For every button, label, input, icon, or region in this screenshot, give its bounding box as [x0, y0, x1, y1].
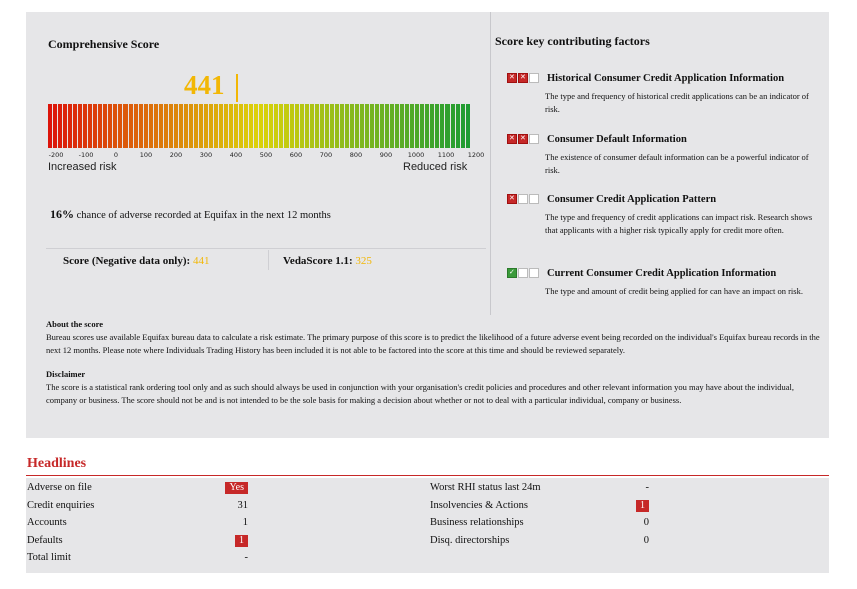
headline-badge: 1 — [636, 500, 649, 512]
factor-description: The type and amount of credit being applied for can have an impact on risk. — [545, 286, 803, 296]
gauge-segment — [139, 104, 143, 148]
gauge-segment — [305, 104, 309, 148]
gauge-segment — [375, 104, 379, 148]
gauge-segment — [405, 104, 409, 148]
gauge-segment — [144, 104, 148, 148]
headlines-panel — [26, 478, 829, 573]
subscore-separator — [268, 250, 269, 270]
empty-box-icon — [518, 194, 528, 204]
gauge-segment — [244, 104, 248, 148]
empty-box-icon — [529, 134, 539, 144]
gauge-segment — [279, 104, 283, 148]
gauge-tick-label: 800 — [349, 151, 363, 159]
gauge-segment — [214, 104, 218, 148]
gauge-tick-label: 100 — [139, 151, 153, 159]
gauge-tick-label: -100 — [78, 151, 94, 159]
headline-label: Insolvencies & Actions — [430, 499, 528, 511]
gauge-segment — [456, 104, 460, 148]
headline-value — [235, 535, 248, 547]
adverse-chance-pct: 16% — [50, 207, 74, 221]
score-title: Comprehensive Score — [48, 37, 160, 51]
gauge-segment — [159, 104, 163, 148]
gauge-segment — [113, 104, 117, 148]
gauge-segment — [430, 104, 434, 148]
headline-label: Defaults — [27, 534, 63, 546]
gauge-tick-label: -200 — [48, 151, 64, 159]
gauge-segment — [360, 104, 364, 148]
cross-icon — [518, 134, 528, 144]
disclaimer-text: The score is a statistical rank ordering tool only and as such should always be used in conjunction with your organisation's credit policies and procedures and other relevant information you may have about the individual, company or business. The score should not be and is not intended to be the sole basis for making a decision about whether or not to deal with a particular individual, company or business. — [46, 382, 795, 405]
factor-title: Consumer Credit Application Pattern — [547, 194, 717, 205]
gauge-segment — [310, 104, 314, 148]
headline-label: Credit enquiries — [27, 499, 95, 511]
factor-title: Historical Consumer Credit Application Information — [547, 73, 785, 84]
about-text: Bureau scores use available Equifax bureau data to calculate a risk estimate. The primary purpose of this score is to predict the likelihood of a future adverse event being recorded on the individual's Equifax bureau records in the next 12 months. Please note where Individuals Trading History has been included it is not able to be factored into the score at this time and should be reviewed separately. — [46, 332, 820, 355]
gauge-segment — [73, 104, 77, 148]
factors-title: Score key contributing factors — [495, 34, 650, 48]
headline-value: 0 — [643, 534, 649, 546]
headline-value: 0 — [643, 517, 649, 528]
headline-value: 31 — [237, 499, 248, 511]
gauge-segment — [78, 104, 82, 148]
headline-label: Disq. directorships — [430, 534, 510, 546]
gauge-segment — [189, 104, 193, 148]
gauge-segment — [179, 104, 183, 148]
negative-score — [63, 255, 209, 267]
gauge-segment — [234, 104, 238, 148]
gauge-segment — [335, 104, 339, 148]
gauge-tick-label: 1100 — [437, 151, 455, 159]
headline-value — [225, 482, 248, 494]
gauge-segment — [320, 104, 324, 148]
empty-box-icon — [518, 268, 528, 278]
gauge-segment — [123, 104, 127, 148]
gauge-segment — [154, 104, 158, 148]
gauge-segment — [451, 104, 455, 148]
gauge-segment — [350, 104, 354, 148]
veda-score — [283, 255, 372, 267]
empty-box-icon — [529, 268, 539, 278]
veda-score-value: 325 — [355, 255, 372, 267]
cross-icon — [507, 194, 517, 204]
gauge-segment — [63, 104, 67, 148]
headline-value: - — [645, 482, 649, 493]
factor-indicator — [507, 268, 540, 278]
gauge-segment — [284, 104, 288, 148]
gauge-tick-label: 1000 — [407, 151, 425, 159]
gauge-segment — [249, 104, 253, 148]
empty-box-icon — [529, 194, 539, 204]
factor-description: The type and frequency of credit applications can impact risk. Research shows that applicants with a higher risk typically apply for credit more often. — [545, 212, 813, 235]
headline-value: - — [244, 552, 248, 563]
gauge-tick-label: 300 — [199, 151, 213, 159]
gauge-segment — [274, 104, 278, 148]
panel-divider — [490, 12, 491, 315]
gauge-segment — [88, 104, 92, 148]
gauge-segment — [385, 104, 389, 148]
factor-title: Current Consumer Credit Application Information — [547, 268, 777, 279]
gauge-segment — [58, 104, 62, 148]
gauge-tick-label: 700 — [319, 151, 333, 159]
increased-risk-label: Increased risk — [48, 161, 117, 173]
headline-badge: 1 — [235, 535, 248, 547]
gauge-segment — [184, 104, 188, 148]
gauge-segment — [229, 104, 233, 148]
gauge-segment — [410, 104, 414, 148]
headline-value — [636, 500, 649, 512]
score-separator — [46, 248, 486, 249]
gauge-segment — [340, 104, 344, 148]
gauge-segment — [435, 104, 439, 148]
gauge-segment — [209, 104, 213, 148]
gauge-segment — [390, 104, 394, 148]
gauge-segment — [118, 104, 122, 148]
check-icon — [507, 268, 517, 278]
adverse-chance-text: chance of adverse recorded at Equifax in the next 12 months — [74, 210, 331, 221]
veda-score-label: VedaScore 1.1: — [283, 255, 356, 267]
gauge-tick-label: 500 — [259, 151, 273, 159]
negative-score-label: Score (Negative data only): — [63, 255, 193, 267]
factor-indicator — [507, 73, 540, 83]
gauge-segment — [254, 104, 258, 148]
headlines-rule — [26, 475, 829, 476]
headline-label: Worst RHI status last 24m — [430, 482, 541, 493]
score-value: 441 — [184, 70, 225, 100]
reduced-risk-label: Reduced risk — [403, 161, 468, 173]
gauge-segment — [315, 104, 319, 148]
gauge-segment — [108, 104, 112, 148]
gauge-segment — [98, 104, 102, 148]
gauge-segment — [129, 104, 133, 148]
gauge-segment — [445, 104, 449, 148]
gauge-segment — [300, 104, 304, 148]
gauge-segment — [199, 104, 203, 148]
gauge-segment — [290, 104, 294, 148]
gauge-segment — [48, 104, 52, 148]
score-gauge — [48, 104, 471, 148]
gauge-segment — [325, 104, 329, 148]
gauge-segment — [365, 104, 369, 148]
gauge-segment — [93, 104, 97, 148]
headline-label: Adverse on file — [27, 482, 92, 493]
gauge-segment — [194, 104, 198, 148]
gauge-segment — [169, 104, 173, 148]
headline-value: 1 — [242, 517, 248, 528]
cross-icon — [507, 134, 517, 144]
gauge-segment — [68, 104, 72, 148]
gauge-segment — [134, 104, 138, 148]
gauge-tick-label: 200 — [169, 151, 183, 159]
about-section — [46, 318, 821, 407]
gauge-segment — [400, 104, 404, 148]
gauge-segment — [420, 104, 424, 148]
gauge-segment — [395, 104, 399, 148]
gauge-segment — [103, 104, 107, 148]
gauge-segment — [204, 104, 208, 148]
gauge-segment — [440, 104, 444, 148]
negative-score-value: 441 — [192, 255, 210, 267]
gauge-segment — [53, 104, 57, 148]
gauge-segment — [219, 104, 223, 148]
gauge-segment — [269, 104, 273, 148]
gauge-segment — [355, 104, 359, 148]
gauge-segment — [345, 104, 349, 148]
gauge-segment — [83, 104, 87, 148]
headline-label: Total limit — [27, 552, 71, 563]
gauge-segment — [149, 104, 153, 148]
factor-description: The existence of consumer default information can be a powerful indicator of risk. — [545, 152, 809, 175]
gauge-tick-label: 0 — [113, 151, 119, 159]
gauge-segment — [164, 104, 168, 148]
cross-icon — [518, 73, 528, 83]
empty-box-icon — [529, 73, 539, 83]
gauge-tick-label: 1200 — [467, 151, 485, 159]
gauge-segment — [224, 104, 228, 148]
gauge-tick-label: 600 — [289, 151, 303, 159]
score-marker — [236, 74, 238, 102]
headline-badge: Yes — [225, 482, 248, 494]
factor-description: The type and frequency of historical credit applications can be an indicator of risk. — [545, 91, 809, 114]
gauge-segment — [239, 104, 243, 148]
headline-label: Business relationships — [430, 517, 524, 528]
factor-title: Consumer Default Information — [547, 134, 687, 145]
headline-label: Accounts — [27, 517, 67, 528]
factor-indicator — [507, 134, 540, 144]
gauge-segment — [415, 104, 419, 148]
gauge-segment — [461, 104, 465, 148]
cross-icon — [507, 73, 517, 83]
disclaimer-heading: Disclaimer — [46, 369, 86, 379]
gauge-segment — [295, 104, 299, 148]
gauge-segment — [264, 104, 268, 148]
gauge-segment — [425, 104, 429, 148]
gauge-segment — [370, 104, 374, 148]
headlines-title: Headlines — [27, 456, 87, 471]
gauge-segment — [380, 104, 384, 148]
adverse-chance — [50, 207, 331, 222]
gauge-tick-label: 400 — [229, 151, 243, 159]
about-heading: About the score — [46, 319, 103, 329]
gauge-segment — [330, 104, 334, 148]
gauge-tick-label: 900 — [379, 151, 393, 159]
factor-indicator — [507, 194, 540, 204]
gauge-segment — [174, 104, 178, 148]
gauge-segment — [259, 104, 263, 148]
gauge-ticks — [42, 151, 485, 161]
gauge-segment — [466, 104, 470, 148]
